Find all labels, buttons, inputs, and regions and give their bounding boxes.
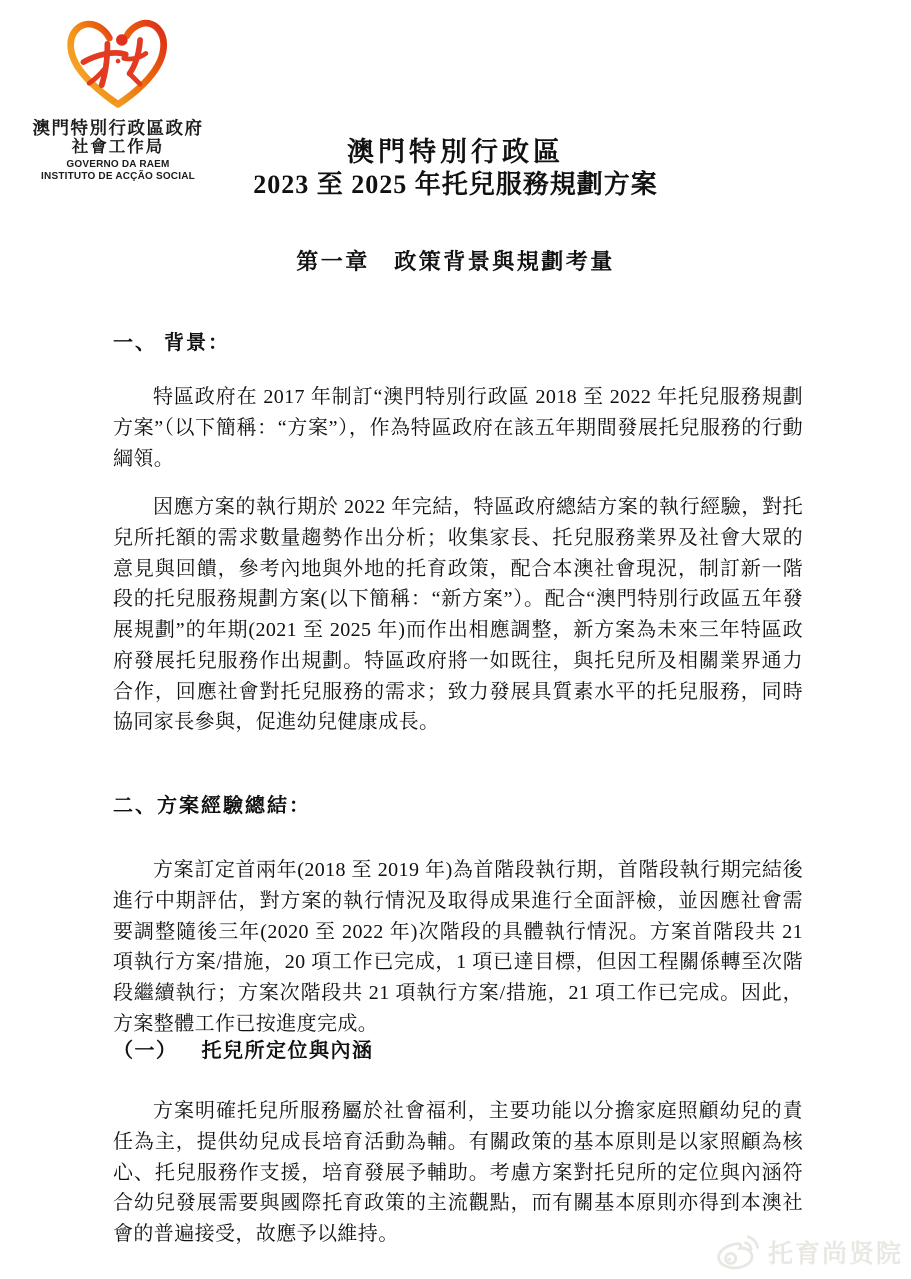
document-title-line1: 澳門特別行政區 [347, 137, 564, 167]
section-2-heading: 二、方案經驗總結： [113, 795, 311, 817]
subsection-1-title: 托兒所定位與內涵 [201, 1040, 374, 1062]
heart-figures-logo-icon [60, 14, 176, 114]
weibo-icon [715, 1233, 763, 1271]
watermark [715, 1233, 903, 1271]
org-name-pt-line2: INSTITUTO DE ACÇÃO SOCIAL [41, 171, 195, 182]
subsection-1-heading [113, 1034, 803, 1063]
section-1-paragraph-1: 特區政府在 2017 年制訂“澳門特別行政區 2018 至 2022 年托兒服務規劃方案”（以下簡稱：“方案”），作為特區政府在該五年期間發展托兒服務的行動綱領。 [113, 386, 803, 470]
subsection-1-number: （一） [113, 1040, 178, 1062]
section-1-heading: 一、 背景： [113, 332, 230, 354]
section-2-paragraph-1: 方案訂定首兩年(2018 至 2019 年)為首階段執行期，首階段執行期完結後進行中期評估，對方案的執行情況及取得成果進行全面評檢，並因應社會需要調整隨後三年(2020 至 2022 年)次階段的具體執行情況。方案首階段共 21 項執行方案/措施，20 項工作已完成，1 項已達目標，但因工程關係轉至次階段繼續執行；方案次階段共 21 項執行方案/措施，21 項工作已完成。因此，方案整體工作已按進度完成。 [113, 859, 803, 1035]
org-name-zh-line1: 澳門特別行政區政府 [32, 118, 204, 138]
watermark-text: 托育尚贤院 [767, 1240, 903, 1268]
chapter-title: 第一章 政策背景與規劃考量 [296, 249, 615, 274]
org-name-pt-line1: GOVERNO DA RAEM [66, 159, 170, 170]
org-name-zh-line2: 社會工作局 [71, 138, 165, 156]
document-title-line2: 2023 至 2025 年托兒服務規劃方案 [253, 170, 658, 199]
section-1-paragraph-2: 因應方案的執行期於 2022 年完結，特區政府總結方案的執行經驗，對托兒所托額的需求數量趨勢作出分析；收集家長、托兒服務業界及社會大眾的意見與回饋，參考內地與外地的托育政策，配合本澳社會現況，制訂新一階段的托兒服務規劃方案(以下簡稱：“新方案”）。配合“澳門特別行政區五年發展規劃”的年期(2021 至 2025 年)而作出相應調整，新方案為未來三年特區政府發展托兒服務作出規劃。特區政府將一如既往，與托兒所及相關業界通力合作，回應社會對托兒服務的需求；致力發展具質素水平的托兒服務，同時協同家長參與，促進幼兒健康成長。 [113, 496, 803, 734]
subsection-1-paragraph-1: 方案明確托兒所服務屬於社會福利，主要功能以分擔家庭照顧幼兒的責任為主，提供幼兒成長培育活動為輔。有關政策的基本原則是以家照顧為核心、托兒服務作支援，培育發展予輔助。考慮方案對托兒所的定位與內涵符合幼兒發展需要與國際托育政策的主流觀點，而有關基本原則亦得到本澳社會的普遍接受，故應予以維持。 [113, 1100, 803, 1245]
